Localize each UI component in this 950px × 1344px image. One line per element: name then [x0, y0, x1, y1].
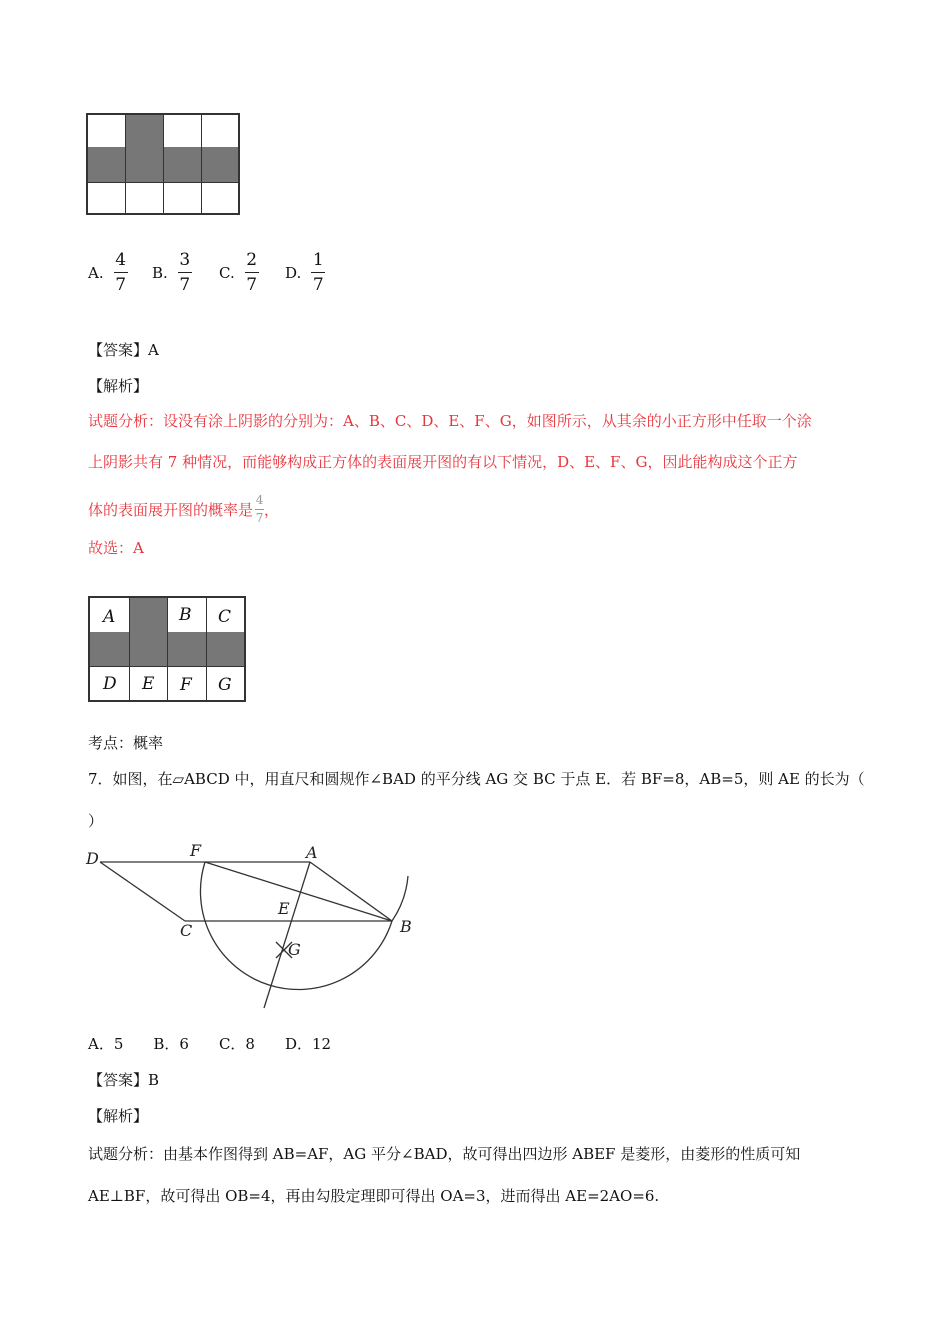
q7-answer: 【答案】B — [88, 1071, 160, 1089]
option-c: C. $\frac{2}{7}$ — [219, 250, 258, 295]
label-d: D — [86, 849, 99, 868]
cell-label-b: B — [179, 605, 192, 625]
q7-options: A．5 B．6 C．8 D．12 — [88, 1035, 332, 1053]
shaded-column — [125, 115, 163, 182]
q6-answer: 【答案】A — [88, 341, 159, 359]
label-c: C — [180, 921, 193, 940]
cell-label-f: F — [180, 675, 192, 695]
q6-analysis-line-3: 体的表面展开图的概率是 $\frac{4}{7}$ ， — [88, 493, 280, 525]
label-g: G — [288, 940, 301, 959]
q6-analysis-line-1: 试题分析：设没有涂上阴影的分别为：A、B、C、D、E、F、G，如图所示，从其余的小正方形中任取一个涂 — [88, 412, 812, 430]
parallelogram-figure — [80, 838, 420, 1013]
cell-label-c: C — [218, 607, 232, 627]
label-f: F — [190, 841, 202, 860]
label-e: E — [278, 899, 290, 918]
cell-label-g: G — [218, 675, 232, 695]
shaded-column — [129, 598, 167, 666]
q7-question-line-2: ） — [88, 812, 104, 830]
q6-analysis-line-2: 上阴影共有 7 种情况，而能够构成正方体的表面展开图的有以下情况，D、E、F、G，因此能构成这个正方 — [88, 453, 798, 471]
option-a: A. $\frac{4}{7}$ — [88, 250, 127, 295]
label-a: A — [306, 843, 318, 862]
option-b: B. $\frac{3}{7}$ — [152, 250, 191, 295]
q7-question-line-1: 7．如图，在▱ABCD 中，用直尺和圆规作∠BAD 的平分线 AG 交 BC 于点 E．若 BF=8，AB=5，则 AE 的长为（ — [88, 770, 865, 788]
net-figure-2 — [88, 596, 246, 702]
cell-label-e: E — [142, 674, 155, 694]
q7-analysis-line-1: 试题分析：由基本作图得到 AB=AF，AG 平分∠BAD，故可得出四边形 ABEF 是菱形，由菱形的性质可知 — [88, 1145, 801, 1163]
q7-analysis-heading: 【解析】 — [88, 1107, 149, 1125]
q6-analysis-heading: 【解析】 — [88, 377, 149, 395]
q6-kaodian: 考点：概率 — [88, 734, 164, 752]
q7-analysis-line-2: AE⊥BF，故可得出 OB=4，再由勾股定理即可得出 OA=3，进而得出 AE=2AO=6. — [88, 1187, 660, 1205]
cell-label-a: A — [103, 607, 116, 627]
net-figure-1 — [86, 113, 240, 215]
cell-label-d: D — [103, 674, 117, 694]
option-d: D. $\frac{1}{7}$ — [285, 250, 324, 295]
q6-choose: 故选：A — [88, 539, 144, 557]
label-b: B — [400, 917, 412, 936]
